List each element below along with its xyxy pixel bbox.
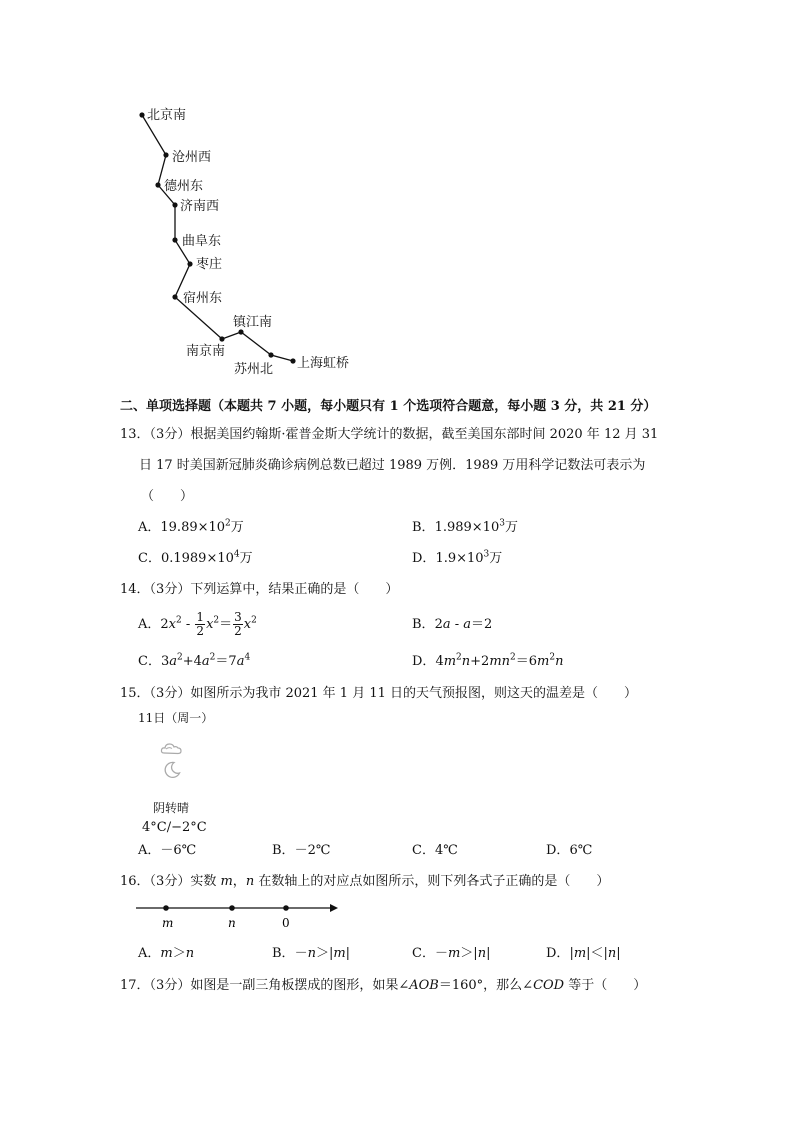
station-label: 镇江南	[233, 315, 273, 330]
option-letter: C．	[138, 551, 161, 566]
angle-cod: COD	[533, 978, 565, 993]
variable-n: n	[245, 874, 255, 889]
option-base: 1.989×10	[434, 520, 500, 535]
option-letter: A．	[138, 843, 161, 858]
number-line-arrow	[330, 904, 338, 912]
q17-score: （3分）	[149, 978, 191, 993]
fraction: $\frac{3}{2}$	[234, 610, 242, 638]
option-base: 1.9×10	[435, 551, 484, 566]
option-letter: D．	[546, 946, 570, 961]
station-label: 苏州北	[234, 362, 274, 377]
q15-option-b	[272, 843, 330, 859]
option-exponent: 2	[225, 518, 231, 529]
option-letter: A．	[138, 946, 161, 961]
option-unit: 万	[504, 520, 518, 535]
station-dot	[172, 294, 177, 299]
option-letter: D．	[546, 843, 570, 858]
number-line-label: m	[162, 916, 174, 930]
station-label: 曲阜东	[182, 234, 222, 249]
q17-text: ＝160°，那么∠	[438, 978, 534, 993]
q16-option-c: C．－m＞|n|	[412, 946, 491, 961]
station-dot	[172, 237, 177, 242]
q16-option-d: D．|m|＜|n|	[546, 946, 621, 961]
q13-answer-paren: （ ）	[141, 489, 194, 504]
q14-option-c: C．$3a^2+4a^2=7a^4$	[138, 652, 251, 669]
option-text: －2℃	[294, 843, 331, 858]
q14-option-a: A．$2x^2$ - $\frac{1}{2}$ $x^2=$ $\frac{3}{2}$ $x^2$	[138, 610, 257, 638]
station-label: 上海虹桥	[297, 356, 350, 371]
option-exponent: 3	[483, 549, 490, 560]
station-dot	[268, 352, 273, 357]
option-letter: B．	[412, 520, 435, 535]
q15-score: （3分）	[149, 686, 191, 701]
q16-option-a: A．m＞n	[138, 946, 195, 961]
q17-text: 如图是一副三角板摆成的图形，如果∠	[190, 978, 410, 993]
angle-aob: AOB	[409, 978, 439, 993]
cloudy-icon	[160, 740, 184, 756]
q13-option-b	[412, 520, 518, 536]
q13-option-a	[138, 520, 244, 536]
station-dot	[155, 182, 160, 187]
q17-number: 17．	[120, 978, 150, 993]
station-label: 沧州西	[172, 150, 212, 165]
number-line-label: n	[228, 916, 236, 930]
option-letter: C．	[412, 843, 435, 858]
q13-option-d	[412, 551, 502, 567]
q14-score: （3分）	[149, 582, 191, 597]
station-dot	[219, 336, 224, 341]
station-label: 南京南	[186, 344, 226, 359]
number-line-point-m	[163, 905, 169, 911]
number-line-point-0	[283, 905, 289, 911]
railway-map	[0, 0, 794, 390]
q14-stem	[120, 582, 398, 598]
q16-text: ，	[232, 874, 246, 889]
option-letter: A．	[138, 617, 161, 632]
q13-score: （3分）	[149, 427, 191, 442]
station-label: 枣庄	[196, 257, 223, 272]
option-letter: B．	[272, 946, 295, 961]
station-dot	[139, 112, 144, 117]
q15-option-a	[138, 843, 196, 859]
station-dot	[290, 358, 295, 363]
q14-option-d: D．$4m^2n+2mn^2=6m^2n$	[412, 652, 564, 669]
station-dot	[187, 261, 192, 266]
option-unit: 万	[489, 551, 503, 566]
option-text: －6℃	[160, 843, 197, 858]
option-text: 4℃	[434, 843, 458, 858]
q13-text-line1: 根据美国约翰斯·霍普金斯大学统计的数据，截至美国东部时间 2020 年 12 月 31	[190, 427, 659, 442]
q16-option-b: B．－n＞|m|	[272, 946, 351, 961]
q14-option-b: B．2a - a＝2	[412, 617, 493, 632]
weather-description: 阴转晴	[153, 801, 190, 815]
q16-text: 实数	[190, 874, 221, 889]
q16-stem	[120, 874, 609, 890]
q15-stem	[120, 686, 637, 702]
option-letter: B．	[272, 843, 295, 858]
option-exponent: 3	[499, 518, 505, 529]
variable-m: m	[220, 874, 233, 889]
weather-temperatures: 4°C/−2°C	[142, 820, 207, 835]
q17-stem	[120, 978, 646, 994]
option-base: 19.89×10	[160, 520, 226, 535]
option-letter: D．	[412, 551, 436, 566]
q13-number: 13．	[120, 427, 150, 442]
station-dot	[238, 329, 243, 334]
option-letter: A．	[138, 520, 161, 535]
station-dot	[163, 152, 168, 157]
section-title: 二、单项选择题（本题共 7 小题，每小题只有 1 个选项符合题意，每小题 3 分，共 21 分）	[120, 399, 657, 414]
crescent-moon-icon	[162, 760, 182, 780]
weather-forecast	[138, 708, 258, 838]
q14-number: 14．	[120, 582, 150, 597]
q16-number: 16．	[120, 874, 150, 889]
number-line	[130, 898, 350, 934]
q15-text: 如图所示为我市 2021 年 1 月 11 日的天气预报图，则这天的温差是（ ）	[190, 686, 638, 701]
option-unit: 万	[239, 551, 253, 566]
q17-text: 等于（ ）	[564, 978, 647, 993]
station-dot	[172, 202, 177, 207]
option-letter: C．	[138, 654, 161, 669]
station-label: 北京南	[147, 108, 187, 123]
q16-score: （3分）	[149, 874, 191, 889]
fraction: $\frac{1}{2}$	[196, 610, 205, 638]
q16-text: 在数轴上的对应点如图所示，则下列各式子正确的是（ ）	[254, 874, 610, 889]
station-label: 德州东	[164, 179, 204, 194]
q13-line1	[120, 427, 658, 443]
option-letter: B．	[412, 617, 435, 632]
station-label: 宿州东	[183, 291, 223, 306]
q15-option-c	[412, 843, 458, 859]
number-line-label: 0	[282, 916, 290, 930]
station-label: 济南西	[180, 199, 220, 214]
q14-text: 下列运算中，结果正确的是（ ）	[190, 582, 399, 597]
option-exponent: 4	[233, 549, 240, 560]
option-text: 6℃	[569, 843, 593, 858]
option-base: 0.1989×10	[160, 551, 234, 566]
weather-date: 11日（周一）	[138, 711, 214, 725]
q15-number: 15．	[120, 686, 150, 701]
option-letter: C．	[412, 946, 435, 961]
q13-text-line2: 日 17 时美国新冠肺炎确诊病例总数已超过 1989 万例．1989 万用科学记数法可表示为	[139, 458, 646, 473]
q15-option-d	[546, 843, 592, 859]
number-line-point-n	[229, 905, 235, 911]
q13-option-c	[138, 551, 253, 567]
option-letter: D．	[412, 654, 436, 669]
option-unit: 万	[230, 520, 244, 535]
